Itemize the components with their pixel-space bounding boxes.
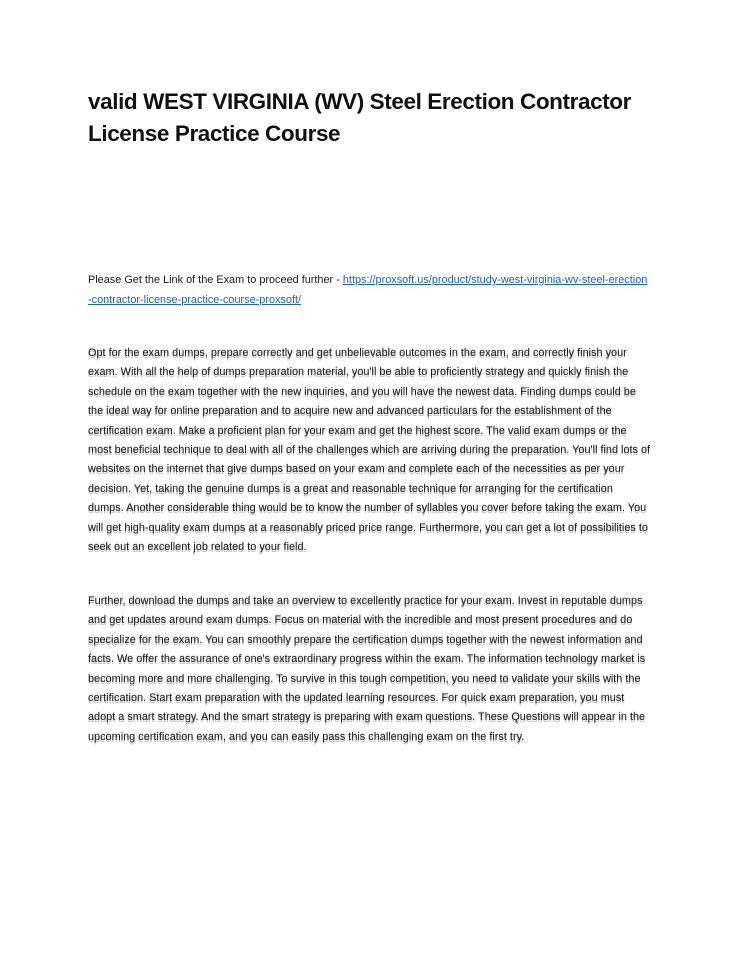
exam-link[interactable]: https://proxsoft.us/product/study-west-virginia-wv-steel-erection-contractor-license-practice-course-proxsoft/	[88, 274, 648, 306]
body-paragraph-2: Further, download the dumps and take an overview to excellently practice for your exam. Invest in reputable dumps and get updates around exam dumps. Focus on material with the incredible and most present procedures and do specialize for the exam. You can smoothly prepare the certification dumps together with the newest information and facts. We offer the assurance of one's extraordinary progress within the exam. The information technology market is becoming more and more challenging. To survive in this tough competition, you need to validate your skills with the certification. Start exam preparation with the updated learning resources. For quick exam preparation, you must adopt a smart strategy. And the smart strategy is preparing with exam questions. These Questions will appear in the upcoming certification exam, and you can easily pass this challenging exam on the first try.	[88, 595, 646, 743]
exam-link-intro: Please Get the Link of the Exam to proceed further -	[88, 274, 343, 286]
exam-link-paragraph	[88, 271, 648, 310]
body-paragraph-1: Opt for the exam dumps, prepare correctly and get unbelievable outcomes in the exam, and correctly finish your exam. With all the help of dumps preparation material, you'll be able to proficiently strategy and quickly finish the schedule on the exam together with the new inquiries, and you will have the newest data. Finding dumps could be the ideal way for online preparation and to acquire new and advanced particulars for the establishment of the certification exam. Make a proficient plan for your exam and get the highest score. The valid exam dumps or the most beneficial technique to deal with all of the challenges which are arriving during the preparation. You'll find lots of websites on the internet that give dumps based on your exam and complete each of the necessities as per your decision. Yet, taking the genuine dumps is a great and reasonable technique for arranging for the certification dumps. Another considerable thing would be to know the number of syllables you cover before taking the exam. You will get high-quality exam dumps at a reasonably priced price range. Furthermore, you can get a lot of possibilities to seek out an excellent job related to your field.	[88, 347, 651, 554]
document-title: valid WEST VIRGINIA (WV) Steel Erection Contractor License Practice Course	[88, 89, 631, 146]
